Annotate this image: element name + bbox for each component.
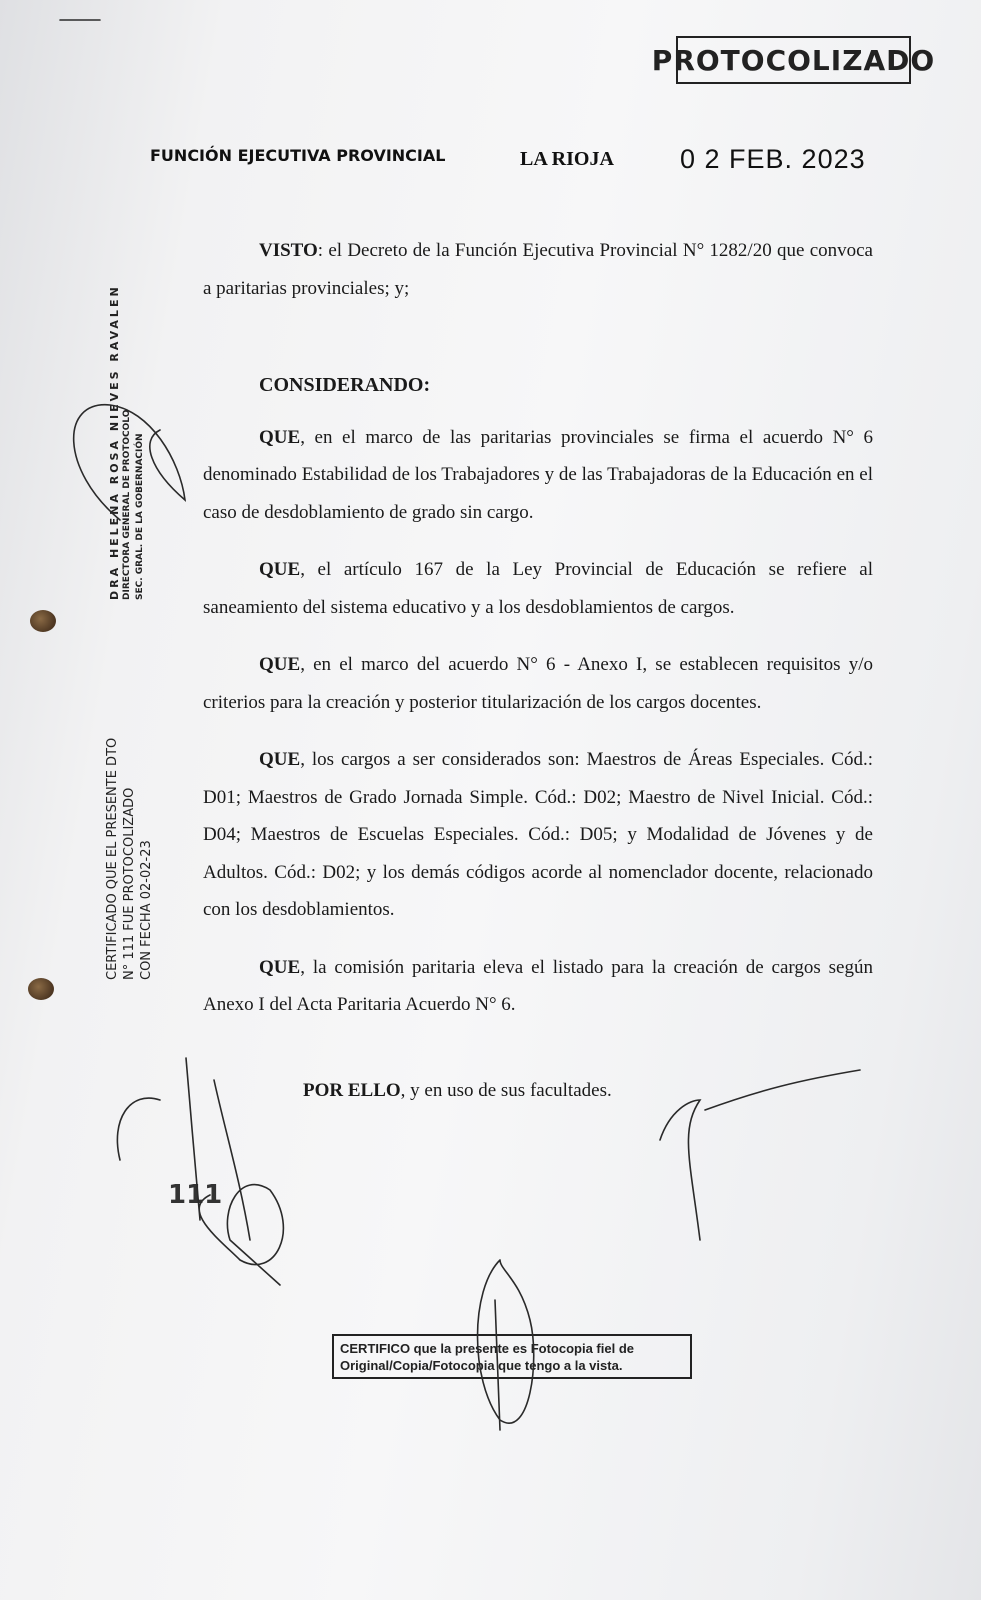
header-issuer: FUNCIÓN EJECUTIVA PROVINCIAL — [150, 146, 446, 165]
considerando-paragraph — [203, 646, 873, 721]
decree-number-stamp: 111 — [168, 1180, 223, 1210]
paragraph-text: , la comisión paritaria eleva el listado para la creación de cargos según Anexo I del Acta Paritaria Acuerdo N° 6. — [203, 956, 873, 1015]
cert-stamp-line: CERTIFICO que la presente es Fotocopia fiel de — [340, 1341, 634, 1356]
cert-stamp-line: Original/Copia/Fotocopia que tengo a la vista. — [340, 1358, 623, 1373]
considerando-paragraph — [203, 741, 873, 929]
paragraph-lead: QUE — [259, 559, 301, 580]
paragraph-lead: QUE — [259, 749, 301, 770]
protocolizado-stamp: PROTOCOLIZADO — [676, 36, 911, 84]
paragraph-lead: QUE — [259, 426, 301, 448]
header-date-stamp: 0 2 FEB. 2023 — [680, 144, 866, 174]
considerando-heading: CONSIDERANDO: — [259, 374, 431, 396]
header-city: LA RIOJA — [520, 148, 614, 170]
side-stamp-protocol-director — [108, 284, 147, 600]
document-body — [203, 232, 873, 1129]
por-ello-lead: POR ELLO — [303, 1079, 401, 1101]
side-stamp-title: DIRECTORA GENERAL DE PROTOCOLO — [122, 409, 132, 600]
punch-hole — [30, 610, 56, 632]
paragraph-text: , los cargos a ser considerados son: Maestros de Áreas Especiales. Cód.: D01; Maestros de Grado Jornada Simple. Cód.: D02; Maestro de Nivel Inicial. Cód.: D04; Maestros de Escuelas Especiales. Cód.: D05; y Modalidad de Jóvenes y de Adultos. Cód.: D02; y los demás códigos acorde al nomenclador docente, relacionado con los desdoblamientos. — [203, 749, 873, 920]
por-ello-text: , y en uso de sus facultades. — [400, 1079, 612, 1101]
side-stamp-name: DRA HELENA ROSA NIEVES RAVALEN — [108, 284, 121, 600]
side-stamp-protocolized-certificate — [104, 738, 155, 980]
visto-text: : el Decreto de la Función Ejecutiva Provincial N° 1282/20 que convoca a paritarias provinciales; y; — [203, 240, 873, 299]
paragraph-lead: QUE — [259, 654, 301, 675]
considerando-paragraph — [203, 551, 873, 626]
visto-label: VISTO — [259, 240, 318, 261]
bleed-through-text — [345, 200, 349, 220]
visto-paragraph — [203, 232, 873, 307]
side-stamp-line: CON FECHA 02-02-23 — [139, 840, 154, 980]
certification-stamp — [332, 1334, 692, 1379]
por-ello-paragraph — [203, 1072, 873, 1110]
side-stamp-dept: SEC. GRAL. DE LA GOBERNACIÓN — [135, 433, 145, 600]
side-stamp-line: CERTIFICADO QUE EL PRESENTE DTO — [105, 737, 120, 980]
paragraph-text: , el artículo 167 de la Ley Provincial de Educación se refiere al saneamiento del sistema educativo y a los desdoblamientos de cargos. — [203, 559, 873, 618]
paragraph-lead: QUE — [259, 956, 301, 978]
considerando-paragraph — [203, 949, 873, 1024]
considerando-paragraph — [203, 419, 873, 532]
paragraph-text: , en el marco de las paritarias provinciales se firma el acuerdo N° 6 denominado Estabilidad de los Trabajadores y de las Trabajadoras de la Educación en el caso de desdoblamiento de grado sin cargo. — [203, 426, 873, 523]
paragraph-text: , en el marco del acuerdo N° 6 - Anexo I, se establecen requisitos y/o criterios para la creación y posterior titularización de los cargos docentes. — [203, 654, 873, 713]
side-stamp-line: N° 111 FUE PROTOCOLIZADO — [122, 787, 137, 980]
punch-hole — [28, 978, 54, 1000]
